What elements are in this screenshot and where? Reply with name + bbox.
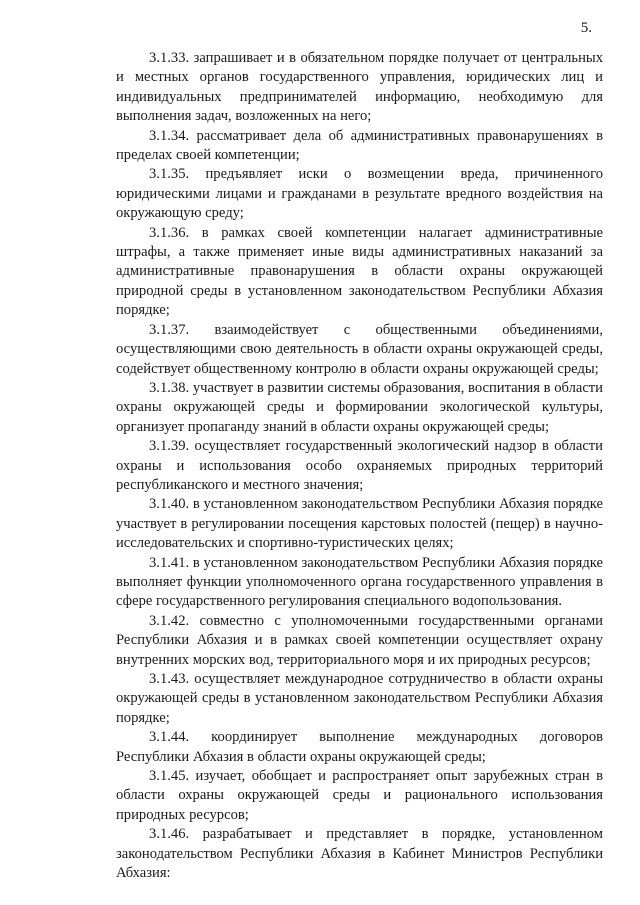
clause-number: 3.1.45. (149, 768, 190, 785)
clause-3-1-46 (116, 825, 603, 883)
clause-3-1-40 (116, 495, 603, 553)
clause-number: 3.1.35. (149, 166, 190, 183)
clause-number: 3.1.39. (149, 438, 190, 455)
clause-number: 3.1.34. (149, 127, 190, 144)
clause-number: 3.1.41. (149, 554, 190, 571)
clause-text: в установленном законодательством Республики Абхазия порядке участвует в регулировании посещения карстовых полостей (пещер) в научно-исследовательских и спортивно-туристических целях; (116, 496, 603, 552)
page-number: 5. (580, 20, 592, 36)
clause-3-1-33 (116, 49, 603, 127)
clause-number: 3.1.37. (149, 321, 190, 338)
clause-text: совместно с уполномоченными государственными органами Республики Абхазия и в рамках своей компетенции осуществляет охрану внутренних морских вод, территориального моря и их природных ресурсов; (116, 612, 603, 668)
clause-text: осуществляет международное сотрудничество в области охраны окружающей среды в установленном законодательством Республики Абхазия порядке; (116, 671, 603, 726)
clause-text: осуществляет государственный экологический надзор в области охраны и использования особо охраняемых природных территорий республиканского и местного значения; (116, 438, 603, 493)
clause-3-1-44 (116, 728, 603, 767)
clause-text: изучает, обобщает и распространяет опыт зарубежных стран в области охраны окружающей среды и рационального использования природных ресурсов; (116, 768, 603, 823)
clause-3-1-35 (116, 165, 603, 223)
clause-3-1-45 (116, 767, 603, 825)
clause-3-1-42 (116, 612, 603, 670)
clause-text: взаимодействует с общественными объединениями, осуществляющими свою деятельность в области охраны окружающей среды, содействует общественному контролю в области охраны окружающей среды; (116, 321, 603, 377)
clause-3-1-41 (116, 554, 603, 612)
clause-3-1-39 (116, 437, 603, 495)
clause-number: 3.1.33. (149, 50, 190, 66)
clause-number: 3.1.36. (149, 224, 190, 241)
clause-number: 3.1.46. (149, 826, 190, 843)
clause-number: 3.1.42. (149, 612, 190, 629)
clause-number: 3.1.44. (149, 729, 190, 746)
document-body (116, 49, 603, 883)
clause-text: координирует выполнение международных договоров Республики Абхазия в области охраны окружающей среды; (116, 729, 604, 765)
clause-text: в рамках своей компетенции налагает административные штрафы, а также применяет иные виды административных наказаний за административные правонарушения в области охраны окружающей природной среды в установленном законодательством Республики Абхазия порядке; (116, 224, 603, 319)
clause-3-1-38 (116, 379, 603, 437)
clause-text: запрашивает и в обязательном порядке получает от центральных и местных органов государственного управления, юридических лиц и индивидуальных предпринимателей информацию, необходимую для выполнения задач, возложенных на него; (116, 50, 603, 125)
clause-text: предъявляет иски о возмещении вреда, причиненного юридическими лицами и гражданами в результате вредного воздействия на окружающую среду; (116, 166, 603, 222)
clause-text: участвует в развитии системы образования, воспитания в области охраны окружающей среды и формировании экологической культуры, организует пропаганду знаний в области охраны окружающей среды; (116, 379, 603, 435)
clause-number: 3.1.40. (149, 496, 190, 513)
clause-text: рассматривает дела об административных правонарушениях в пределах своей компетенции; (116, 127, 603, 164)
clause-3-1-36 (116, 224, 603, 321)
clause-number: 3.1.43. (149, 671, 190, 687)
clause-text: в установленном законодательством Республики Абхазия порядке выполняет функции уполномоченного органа государственного управления в сфере государственного регулирования специального водопользования. (116, 554, 603, 610)
clause-3-1-43 (116, 670, 603, 728)
clause-3-1-37 (116, 321, 603, 379)
clause-text: разрабатывает и представляет в порядке, установленном законодательством Республики Абхазия в Кабинет Министров Республики Абхазия: (116, 826, 603, 882)
clause-number: 3.1.38. (149, 379, 190, 396)
clause-3-1-34 (116, 127, 603, 166)
